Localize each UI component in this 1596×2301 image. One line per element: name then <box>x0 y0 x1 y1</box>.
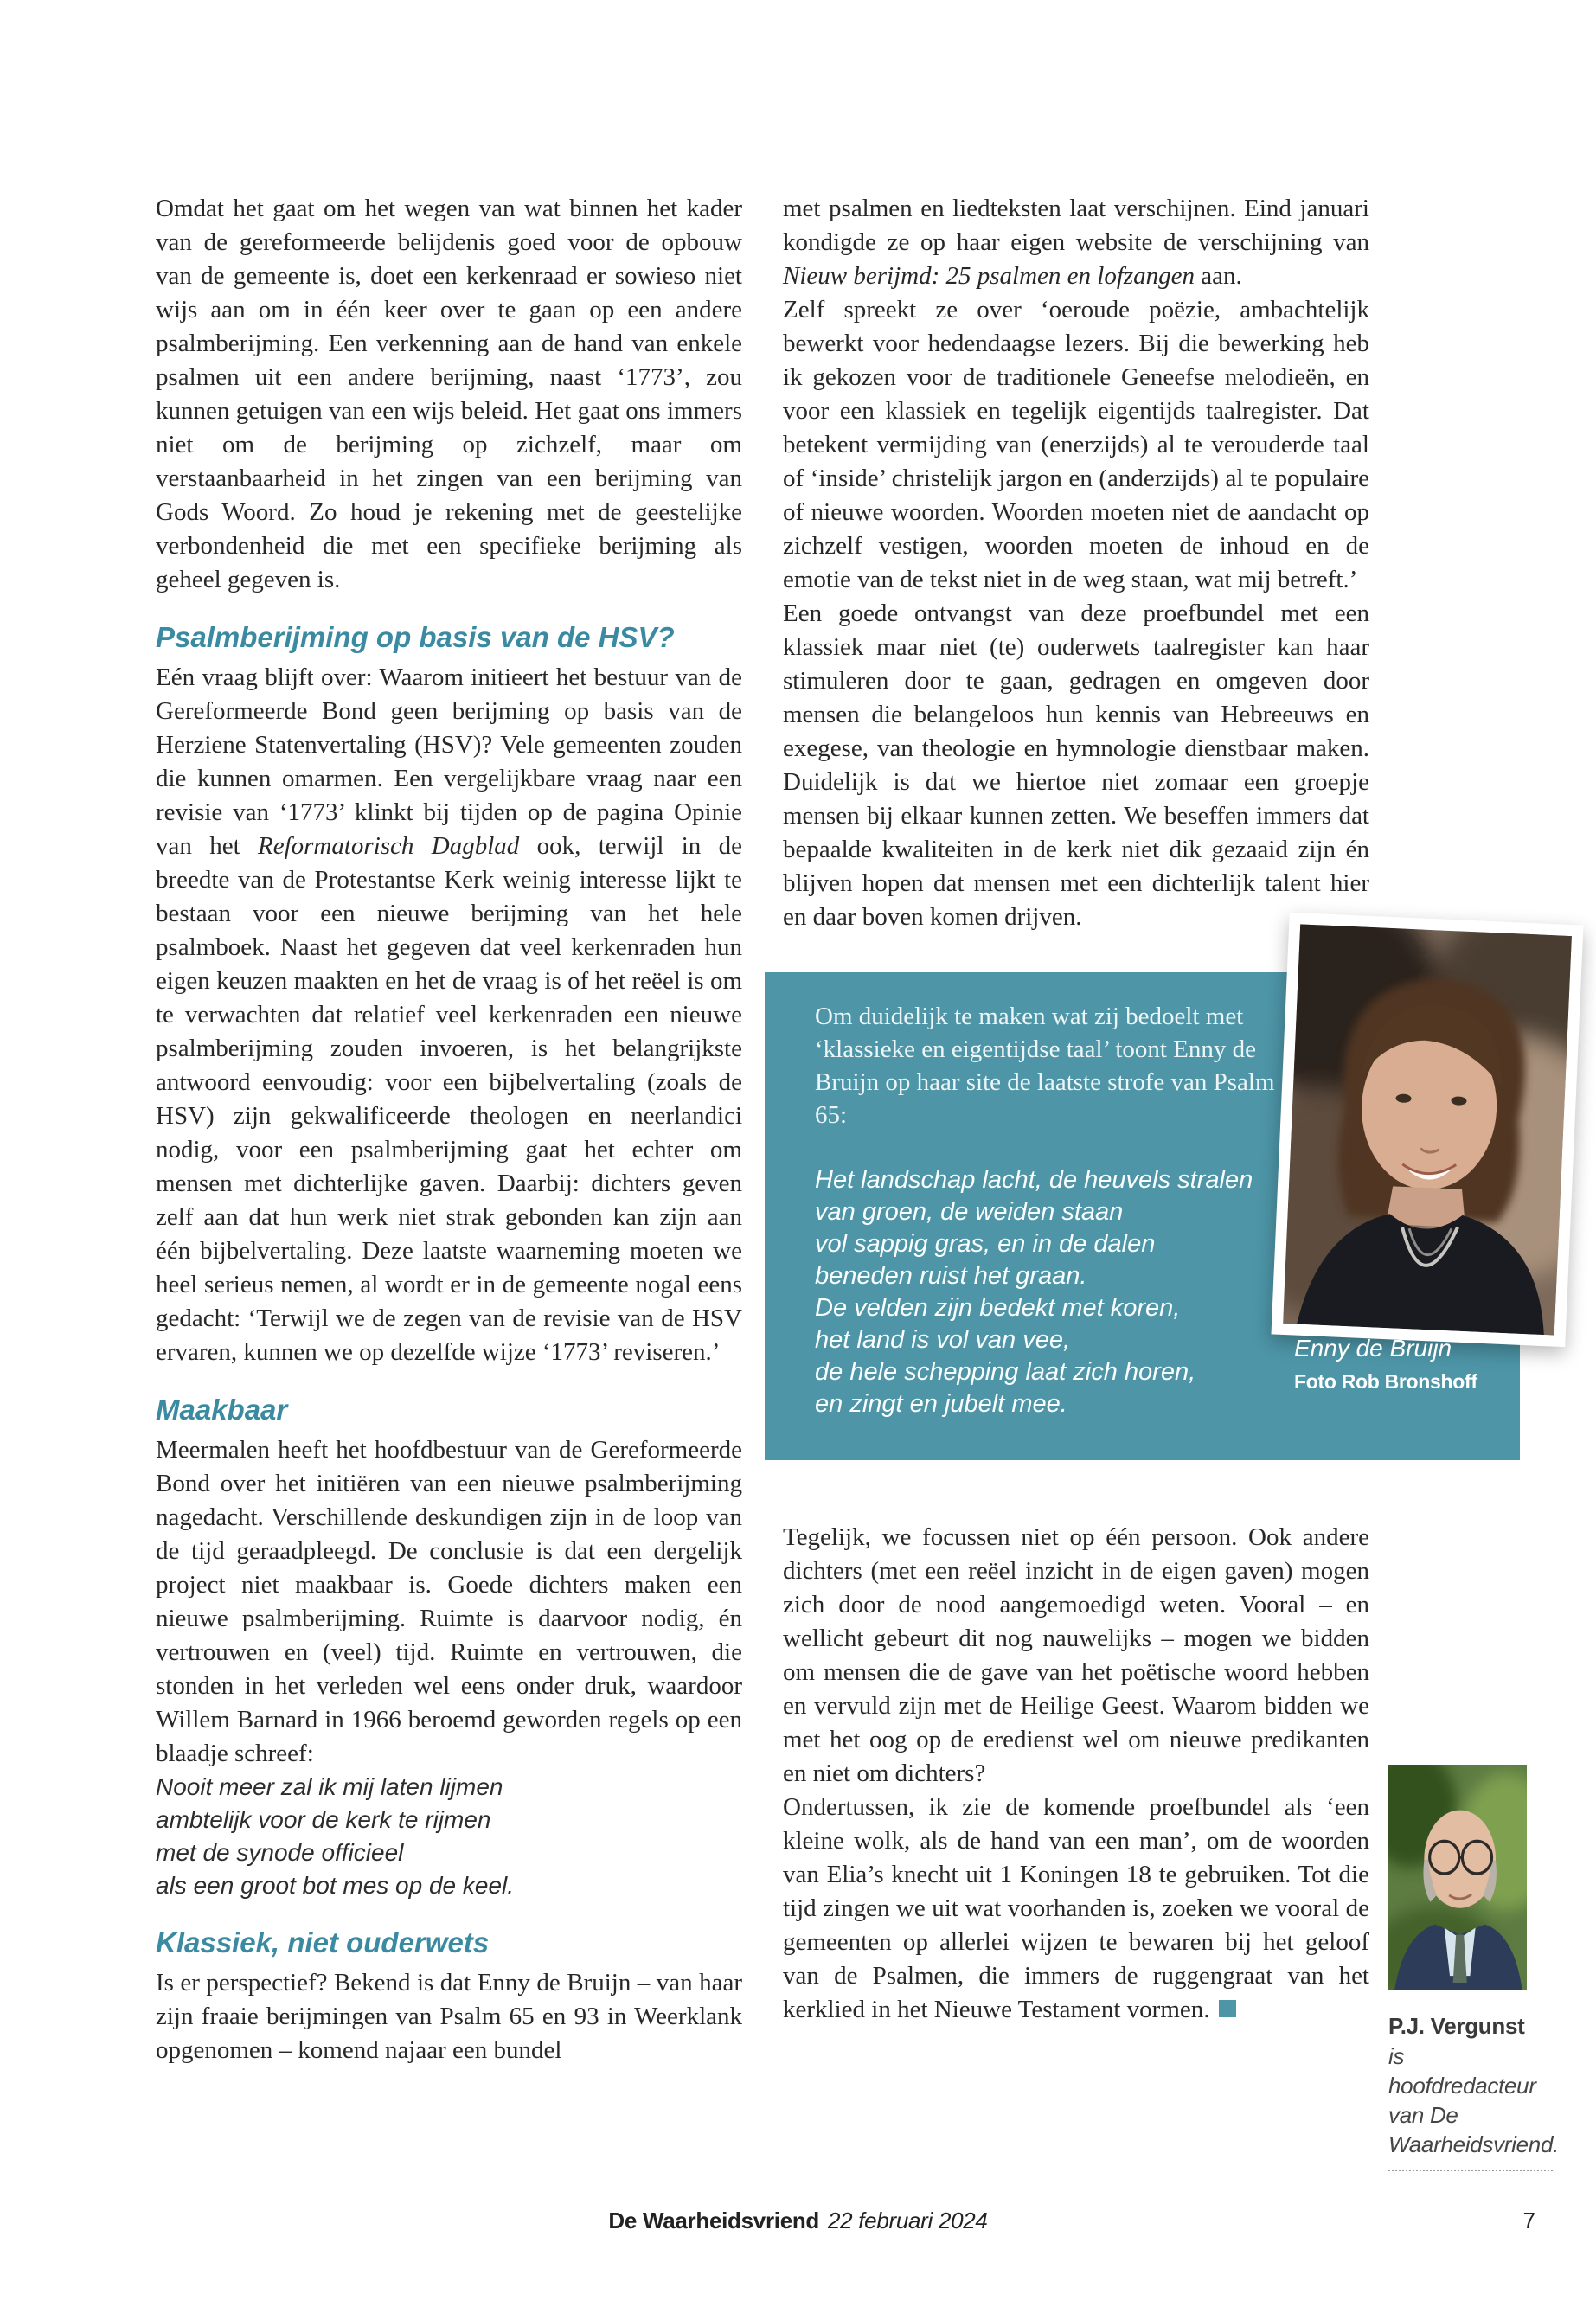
pj-vergunst-photo <box>1388 1765 1527 1990</box>
barnard-verse <box>156 1771 742 1902</box>
verse-line: De velden zijn bedekt met koren, <box>815 1294 1181 1322</box>
page-footer <box>0 2208 1596 2234</box>
photo-caption-name: Enny de Bruijn <box>1294 1335 1452 1362</box>
column-left <box>156 192 742 2067</box>
section-heading-hsv: Psalmberijming op basis van de HSV? <box>156 621 675 653</box>
section-heading-klassiek: Klassiek, niet ouderwets <box>156 1926 490 1958</box>
section-heading-maakbaar: Maakbaar <box>156 1394 288 1426</box>
verse-line: ambtelijk voor de kerk te rijmen <box>156 1806 491 1833</box>
paragraph <box>156 661 742 1369</box>
paragraph-text: Tegelijk, we focussen niet op één persoon. Ook andere dichters (met een reëel inzicht in de eigen gaven) mogen zich door de nood aangemoedigd weten. Vooral – en wellicht gebeurt dit nog nauwelijks – mogen we bidden om mensen die de gave van het poëtische woord hebben en vervuld zijn met de Heilige Geest. Waarom bidden we met het oog op de eredienst wel om nieuwe predikanten en niet om dichters? <box>783 1523 1369 1787</box>
verse-line: het land is vol van vee, <box>815 1326 1071 1354</box>
verse-line: vol sappig gras, en in de dalen <box>815 1230 1156 1258</box>
quote-intro: Om duidelijk te maken wat zij bedoelt met ‘klassieke en eigentijdse taal’ toont Enny de Bruijn op haar site de laatste strofe van Psalm 65: <box>815 1003 1275 1129</box>
italic-title: Nieuw berijmd: 25 psalmen en lofzangen <box>783 262 1195 290</box>
paragraph-text: Een goede ontvangst van deze proefbundel met een klassiek maar niet (te) ouderwets taalregister kan haar stimuleren door te gaan, gedragen en omgeven door mensen die belangeloos hun kennis van Hebreeuws en exegese, van theologie en hymnologie dienstbaar maken. Duidelijk is dat we hiertoe niet zomaar een groepje mensen bij elkaar kunnen zetten. We beseffen immers dat bepaalde kwaliteiten in de kerk niet dik gezaaid zijn én blijven hopen dat mensen met een dichterlijk talent hier en daar boven komen drijven. <box>783 599 1369 931</box>
paragraph-text: ook, terwijl in de breedte van de Protestantse Kerk weinig interesse lijkt te bestaan voor een nieuwe berijming van het hele psalmboek. Naast het gegeven dat veel kerkenraden hun eigen keuzen maakten en het de vraag is of het reëel is om te verwachten dat relatief veel kerkenraden een nieuwe psalmberijming zouden invoeren, is het belangrijkste antwoord eenvoudig: voor een bijbelvertaling (zoals de HSV) zijn gekwalificeerde theologen en neerlandici nodig, voor een psalmberijming gaat het echter om mensen met dichterlijke gaven. Daarbij: dichters geven zelf aan dat hun werk niet strak gebonden kan zijn aan één bijbelvertaling. Deze laatste waarneming moeten we heel serieus nemen, al wordt er in de gemeente nogal eens gedacht: ‘Terwijl we de zegen van de revisie van de HSV ervaren, kunnen we op dezelfde wijze ‘1773’ reviseren.’ <box>156 832 742 1366</box>
enny-de-bruijn-photo <box>1272 913 1584 1347</box>
portrait-woman-image <box>1283 924 1572 1335</box>
verse-line: en zingt en jubelt mee. <box>815 1390 1067 1418</box>
paragraph <box>783 1791 1369 2027</box>
paragraph-text: aan. <box>1195 262 1242 290</box>
footer-issue-date: 22 februari 2024 <box>828 2208 988 2234</box>
paragraph <box>156 1966 742 2067</box>
paragraph <box>783 597 1369 934</box>
column-right <box>783 192 1477 2027</box>
page-number: 7 <box>1522 2208 1535 2234</box>
verse-line: met de synode officieel <box>156 1839 404 1866</box>
author-block <box>1388 1765 1560 2171</box>
verse-line: van groen, de weiden staan <box>815 1198 1124 1226</box>
verse-line: de hele schepping laat zich horen, <box>815 1358 1196 1386</box>
paragraph-text: Omdat het gaat om het wegen van wat binnen het kader van de gereformeerde belijdenis goed voor de opbouw van de gemeente is, doet een kerkenraad er sowieso niet wijs aan om in één keer over te gaan op een andere psalmberijming. Een verkenning aan de hand van enkele psalmen uit een andere berijming, naast ‘1773’, zou kunnen getuigen van een wijs beleid. Het gaat ons immers niet om de berijming op zichzelf, maar om verstaanbaarheid in het zingen van een berijming van Gods Woord. Zo houd je rekening met de geestelijke verbondenheid die met een specifieke berijming als geheel gegeven is. <box>156 195 742 593</box>
paragraph-text: Zelf spreekt ze over ‘oeroude poëzie, ambachtelijk bewerkt voor hedendaagse lezers. Bij die bewerking heb ik gekozen voor de traditionele Geneefse melodieën, en voor een klassiek en tegelijk eigentijds taalregister. Dat betekent vermijding van (enerzijds) al te verouderde taal of ‘inside’ christelijk jargon en (anderzijds) al te populaire of nieuwe woorden. Woorden moeten niet de aandacht op zichzelf vestigen, woorden moeten de inhoud en de emotie van de tekst niet in de weg staan, wat mij betreft.’ <box>783 296 1369 593</box>
paragraph-text: Eén vraag blijft over: Waarom initieert het bestuur van de Gereformeerde Bond geen berijming op basis van de Herziene Statenvertaling (HSV)? Vele gemeenten zouden die kunnen omarmen. Een vergelijkbare vraag naar een revisie van ‘1773’ klinkt bij tijden op de pagina Opinie van het <box>156 663 742 860</box>
paragraph-text: Meermalen heeft het hoofdbestuur van de Gereformeerde Bond over het initiëren van een nieuwe psalmberijming nagedacht. Verschillende deskundigen zijn in de loop van de tijd geraadpleegd. De conclusie is dat een dergelijk project niet maakbaar is. Goede dichters maken een nieuwe psalmberijming. Ruimte is daarvoor nodig, én vertrouwen en (veel) tijd. Ruimte en vertrouwen, die stonden in het verleden wel eens onder druk, waardoor Willem Barnard in 1966 beroemd geworden regels op een blaadje schreef: <box>156 1436 742 1767</box>
paragraph-text: met psalmen en liedteksten laat verschijnen. Eind januari kondigde ze op haar eigen website de verschijning van <box>783 195 1369 256</box>
italic-title: Reformatorisch Dagblad <box>257 832 520 860</box>
paragraph <box>156 192 742 597</box>
dotted-divider <box>1388 2170 1553 2171</box>
footer-magazine-title: De Waarheidsvriend <box>608 2208 820 2234</box>
paragraph <box>783 192 1369 293</box>
verse-line: Het landschap lacht, de heuvels stralen <box>815 1166 1253 1194</box>
paragraph <box>783 293 1369 597</box>
paragraph <box>156 1433 742 1771</box>
paragraph-text: Ondertussen, ik zie de komende proefbundel als ‘een kleine wolk, als de hand van een man’, om de woorden van Elia’s knecht uit 1 Koningen 18 te gebruiken. Tot die tijd zingen we uit wat voorhanden is, zoeken we vooral de gemeenten op allerlei wijzen te bewaren bij het geloof van de Psalmen, die immers de ruggengraat van het kerklied in het Nieuwe Testament vormen. <box>783 1793 1369 2023</box>
photo-caption <box>1294 1334 1536 1393</box>
portrait-man-image <box>1388 1765 1527 1990</box>
quote-box <box>765 972 1520 1460</box>
photo-caption-credit: Foto Rob Bronshoff <box>1294 1370 1477 1393</box>
verse-line: Nooit meer zal ik mij laten lijmen <box>156 1773 503 1800</box>
author-role: is hoofdredacteur van De Waarheidsvriend. <box>1388 2043 1560 2157</box>
psalm-verse <box>815 1164 1351 1420</box>
paragraph-text: Is er perspectief? Bekend is dat Enny de Bruijn – van haar zijn fraaie berijmingen van Psalm 65 en 93 in Weerklank opgenomen – komend najaar een bundel <box>156 1969 742 2064</box>
end-of-article-icon <box>1219 2000 1236 2017</box>
author-name: P.J. Vergunst <box>1388 2013 1525 2039</box>
verse-line: beneden ruist het graan. <box>815 1262 1087 1290</box>
verse-line: als een groot bot mes op de keel. <box>156 1872 515 1899</box>
paragraph <box>783 1521 1369 1791</box>
